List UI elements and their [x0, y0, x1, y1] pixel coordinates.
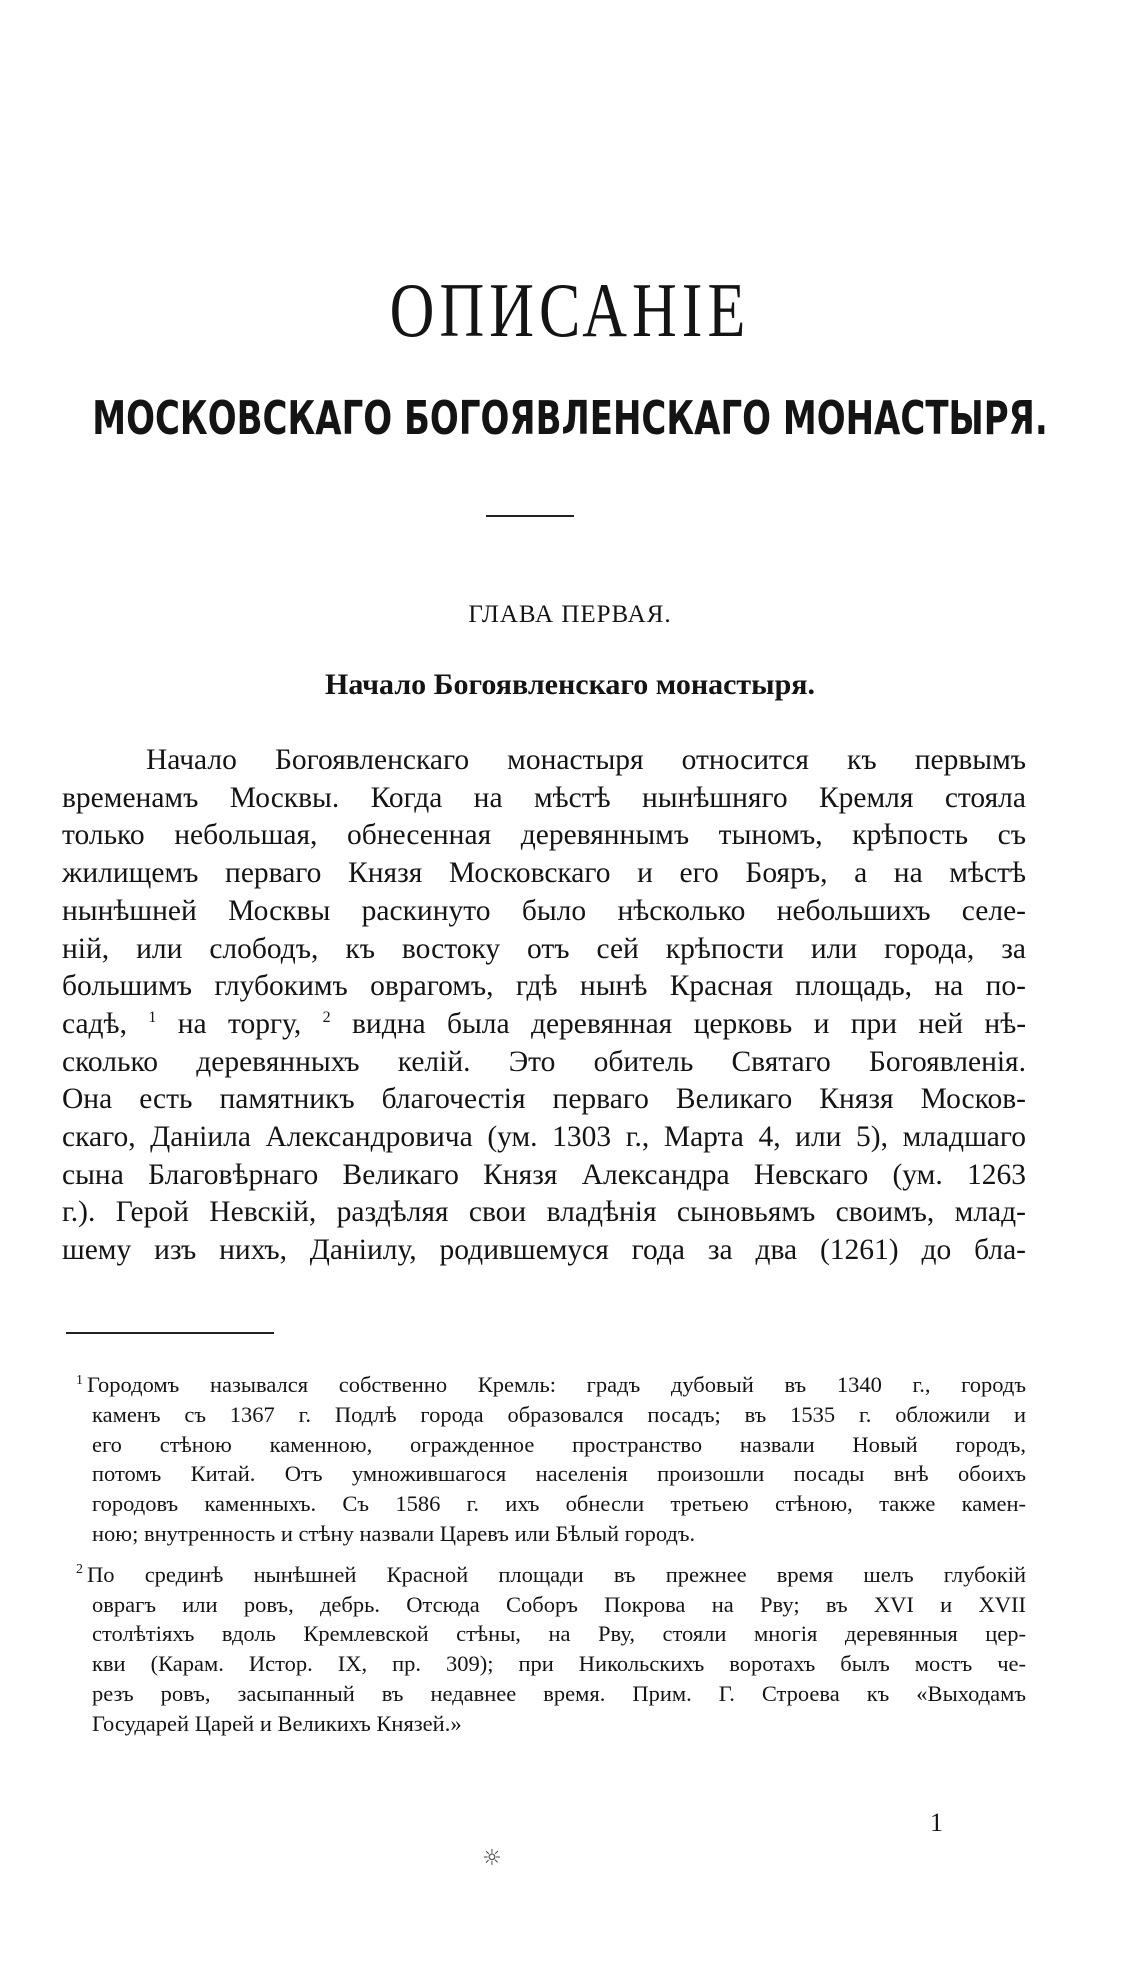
footnote-line-text: По срединѣ нынѣшней Красной площади въ прежнее время шелъ глубокій: [87, 1561, 1026, 1587]
body-line: сколько деревянныхъ келій. Это обитель Святаго Богоявленія.: [62, 1045, 1026, 1078]
footnote-line: резъ ровъ, засыпанный въ недавнее время. Прим. Г. Строева къ «Выходамъ: [92, 1680, 1026, 1706]
footnote-line: его стѣною каменною, огражденное пространство назвали Новый городъ,: [92, 1431, 1026, 1457]
footnote-line: [62, 1560, 1026, 1590]
body-paragraph: [62, 742, 1026, 1270]
footnote-line: кви (Карам. Истор. IX, пр. 309); при Никольскихъ воротахъ былъ мостъ че-: [92, 1651, 1026, 1677]
title-divider: [486, 515, 574, 517]
footnote-line: оврагъ или ровъ, дебрь. Отсюда Соборъ Покрова на Рву; въ XVI и XVII: [92, 1591, 1026, 1617]
footnote-line: [62, 1370, 1026, 1400]
body-line: г.). Герой Невскій, раздѣляя свои владѣнія сыновьямъ своимъ, млад-: [62, 1196, 1026, 1229]
footnote-ref-1: 1: [148, 1009, 157, 1027]
body-line: ній, или слободъ, къ востоку отъ сей крѣпости или города, за: [62, 932, 1026, 965]
body-line: только небольшая, обнесенная деревяннымъ тыномъ, крѣпость съ: [62, 819, 1026, 852]
body-line: скаго, Даніила Александровича (ум. 1303 г., Марта 4, или 5), младшаго: [62, 1121, 1026, 1154]
footnote-line: каменъ съ 1367 г. Подлѣ города образовался посадъ; въ 1535 г. обложили и: [92, 1401, 1026, 1427]
footnotes: [62, 1370, 1026, 1750]
body-line-with-notes: [62, 1006, 1026, 1044]
footnote-line: столѣтіяхъ вдоль Кремлевской стѣны, на Рву, стояли многія деревянныя цер-: [92, 1621, 1026, 1647]
body-line-segment: на торгу,: [177, 1007, 302, 1040]
chapter-label: ГЛАВА ПЕРВАЯ.: [468, 601, 672, 628]
footnote-mark: 1: [76, 1372, 83, 1388]
body-line: Она есть памятникъ благочестія перваго Великаго Князя Москов-: [62, 1083, 1026, 1116]
page-title: ОПИСАНІЕ: [389, 268, 751, 354]
page-subtitle: МОСКОВСКАГО БОГОЯВЛЕНСКАГО МОНАСТЫРЯ.: [92, 391, 1048, 446]
footnote-line: потомъ Китай. Отъ умножившагося населенія произошли посады внѣ обоихъ: [92, 1461, 1026, 1487]
footnote-ref-2: 2: [322, 1009, 331, 1027]
body-line: Начало Богоявленскаго монастыря относится къ первымъ: [146, 744, 1026, 776]
body-line-segment: видна была деревянная церковь и при ней нѣ-: [351, 1007, 1027, 1040]
footnote-mark: 2: [76, 1562, 83, 1578]
footnote-line-text: Городомъ назывался собственно Кремль: градъ дубовый въ 1340 г., городъ: [87, 1372, 1026, 1397]
body-line: шему изъ нихъ, Даніилу, родившемуся года за два (1261) до бла-: [62, 1234, 1026, 1267]
footnote-line: городовъ каменныхъ. Съ 1586 г. ихъ обнесли третьею стѣною, также камен-: [92, 1491, 1026, 1517]
page-number: 1: [930, 1808, 943, 1837]
footnote-divider: [66, 1332, 274, 1334]
footnote-line: ною; внутренность и стѣну назвали Царевъ или Бѣлый городъ.: [92, 1520, 696, 1546]
body-line-segment: садѣ,: [62, 1007, 127, 1040]
body-line: временамъ Москвы. Когда на мѣстѣ нынѣшняго Кремля стояла: [62, 781, 1026, 814]
body-line: сына Благовѣрнаго Великаго Князя Александра Невскаго (ум. 1263: [62, 1158, 1026, 1191]
footnote-line: Государей Царей и Великихъ Князей.»: [92, 1710, 462, 1736]
body-line: жилищемъ перваго Князя Московскаго и его Бояръ, а на мѣстѣ: [62, 857, 1026, 890]
footnote-2: [62, 1560, 1026, 1739]
body-line: нынѣшней Москвы раскинуто было нѣсколько небольшихъ селе-: [62, 894, 1026, 927]
library-stamp-icon: ☼: [482, 1846, 502, 1871]
footnote-1: [62, 1370, 1026, 1549]
chapter-title: Начало Богоявленскаго монастыря.: [325, 668, 815, 701]
body-line: большимъ глубокимъ оврагомъ, гдѣ нынѣ Красная площадь, на по-: [62, 970, 1026, 1003]
